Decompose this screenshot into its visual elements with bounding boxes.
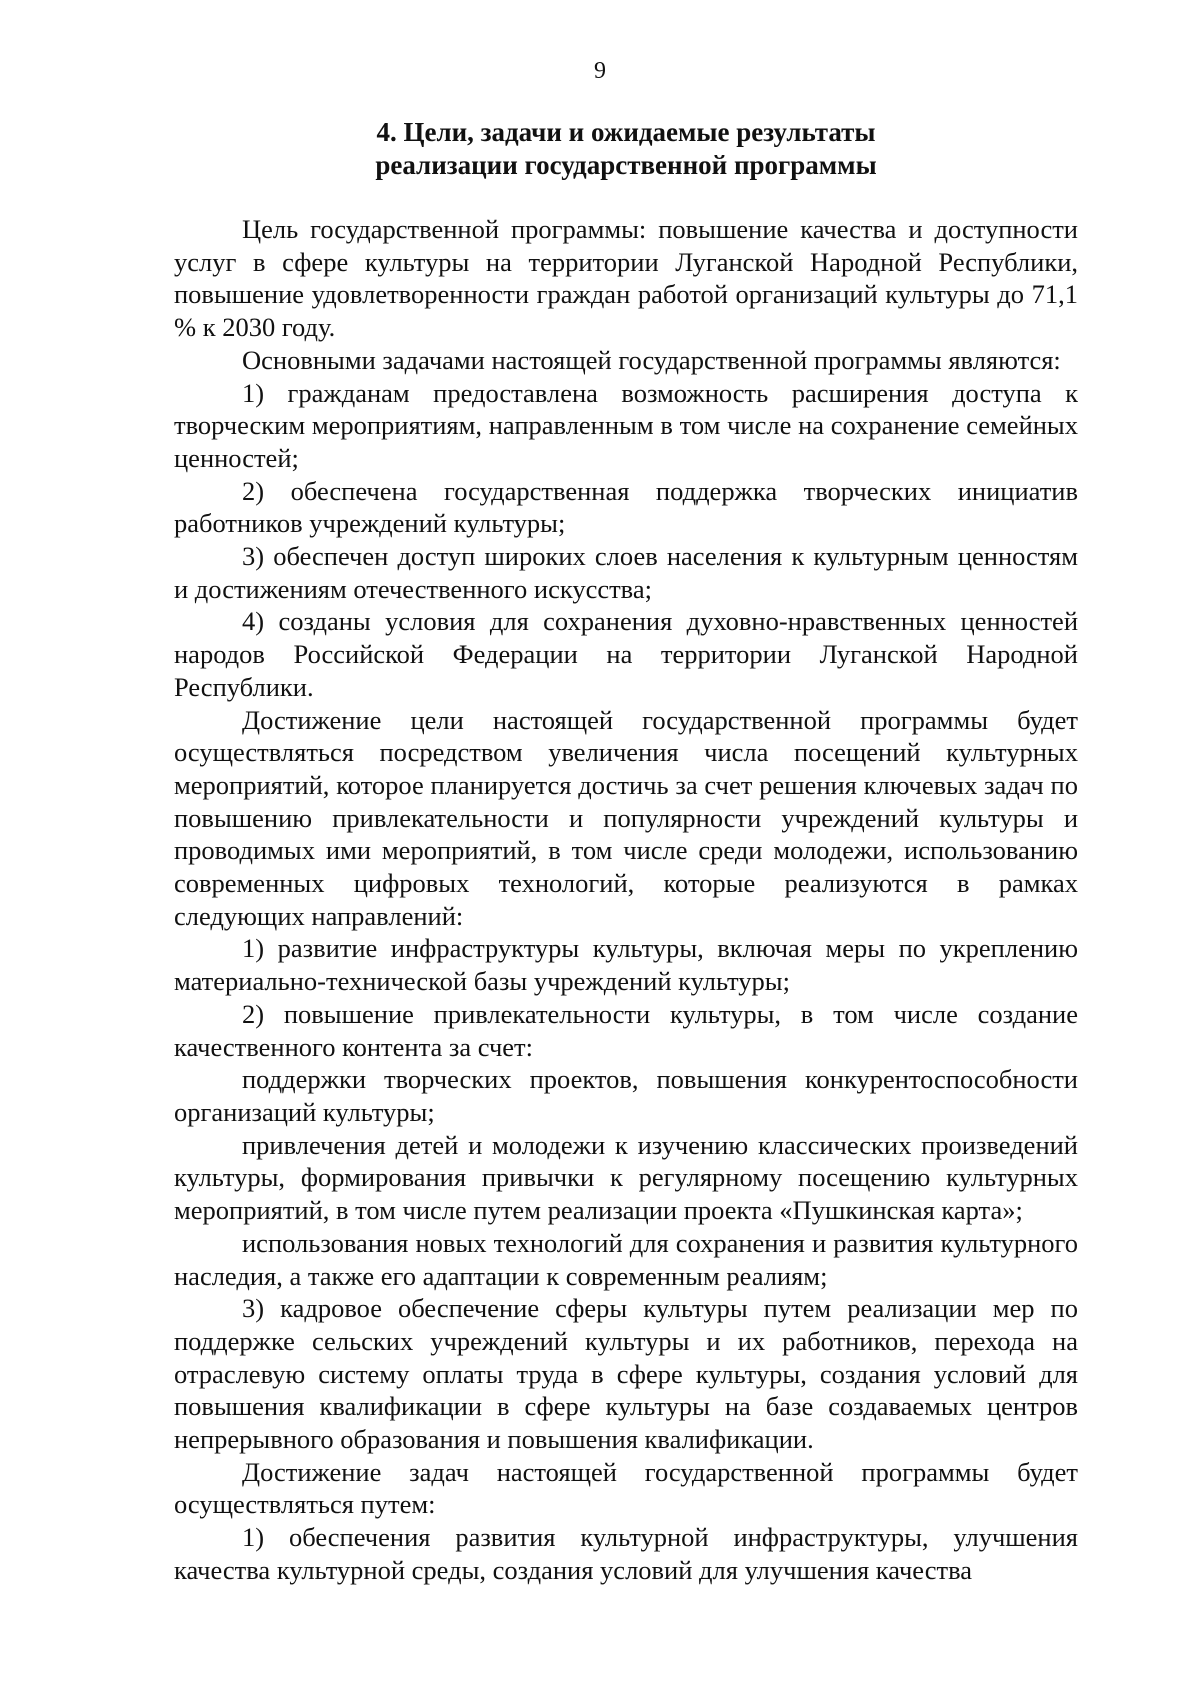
section-heading-line-2: реализации государственной программы bbox=[375, 150, 877, 180]
document-body bbox=[174, 213, 1078, 1587]
paragraph-direction-2-item-b: привлечения детей и молодежи к изучению классических произведений культуры, формирования привычки к регулярному посещению культурных мероприятий, в том числе путем реализации проекта «Пушкинская карта»; bbox=[174, 1129, 1078, 1226]
paragraph-direction-2-item-c: использования новых технологий для сохранения и развития культурного наследия, а также его адаптации к современным реалиям; bbox=[174, 1227, 1078, 1291]
paragraph-direction-2: 2) повышение привлекательности культуры, в том числе создание качественного контента за счет: bbox=[174, 998, 1078, 1062]
paragraph-task-4: 4) созданы условия для сохранения духовно-нравственных ценностей народов Российской Федерации на территории Луганской Народной Республики. bbox=[174, 606, 1078, 702]
paragraph-task-1: 1) гражданам предоставлена возможность расширения доступа к творческим мероприятиям, направленным в том числе на сохранение семейных ценностей; bbox=[174, 377, 1078, 473]
paragraph-direction-1: 1) развитие инфраструктуры культуры, включая меры по укреплению материально-технической базы учреждений культуры; bbox=[174, 933, 1078, 997]
paragraph-method-1: 1) обеспечения развития культурной инфраструктуры, улучшения качества культурной среды, создания условий для улучшения качества bbox=[174, 1522, 1078, 1585]
page-number: 9 bbox=[594, 58, 606, 84]
paragraph-tasks-intro: Основными задачами настоящей государственной программы являются: bbox=[242, 344, 1061, 375]
paragraph-direction-2-item-a: поддержки творческих проектов, повышения конкурентоспособности организаций культуры; bbox=[174, 1064, 1078, 1127]
paragraph-goal-achievement: Достижение цели настоящей государственной программы будет осуществляться посредством увеличения числа посещений культурных мероприятий, которое планируется достичь за счет решения ключевых задач по повышению привлекательности и популярности учреждений культуры и проводимых ими мероприятий, в том числе среди молодежи, использованию современных цифровых технологий, которые реализуются в рамках следующих направлений: bbox=[174, 704, 1078, 931]
paragraph-direction-3: 3) кадровое обеспечение сферы культуры путем реализации мер по поддержке сельских учреждений культуры и их работников, перехода на отраслевую систему оплаты труда в сфере культуры, создания условий для повышения квалификации в сфере культуры на базе создаваемых центров непрерывного образования и повышения квалификации. bbox=[174, 1293, 1078, 1455]
paragraph-tasks-achievement: Достижение задач настоящей государственной программы будет осуществляться путем: bbox=[174, 1456, 1078, 1520]
paragraph-task-2: 2) обеспечена государственная поддержка творческих инициатив работников учреждений культуры; bbox=[174, 475, 1078, 539]
section-heading-line-1: 4. Цели, задачи и ожидаемые результаты bbox=[376, 117, 876, 147]
section-heading bbox=[174, 116, 1078, 182]
paragraph-task-3: 3) обеспечен доступ широких слоев населения к культурным ценностям и достижениям отечественного искусства; bbox=[174, 541, 1078, 604]
paragraph-goal: Цель государственной программы: повышение качества и доступности услуг в сфере культуры на территории Луганской Народной Республики, повышение удовлетворенности граждан работой организаций культуры до 71,1 % к 2030 году. bbox=[174, 214, 1078, 343]
